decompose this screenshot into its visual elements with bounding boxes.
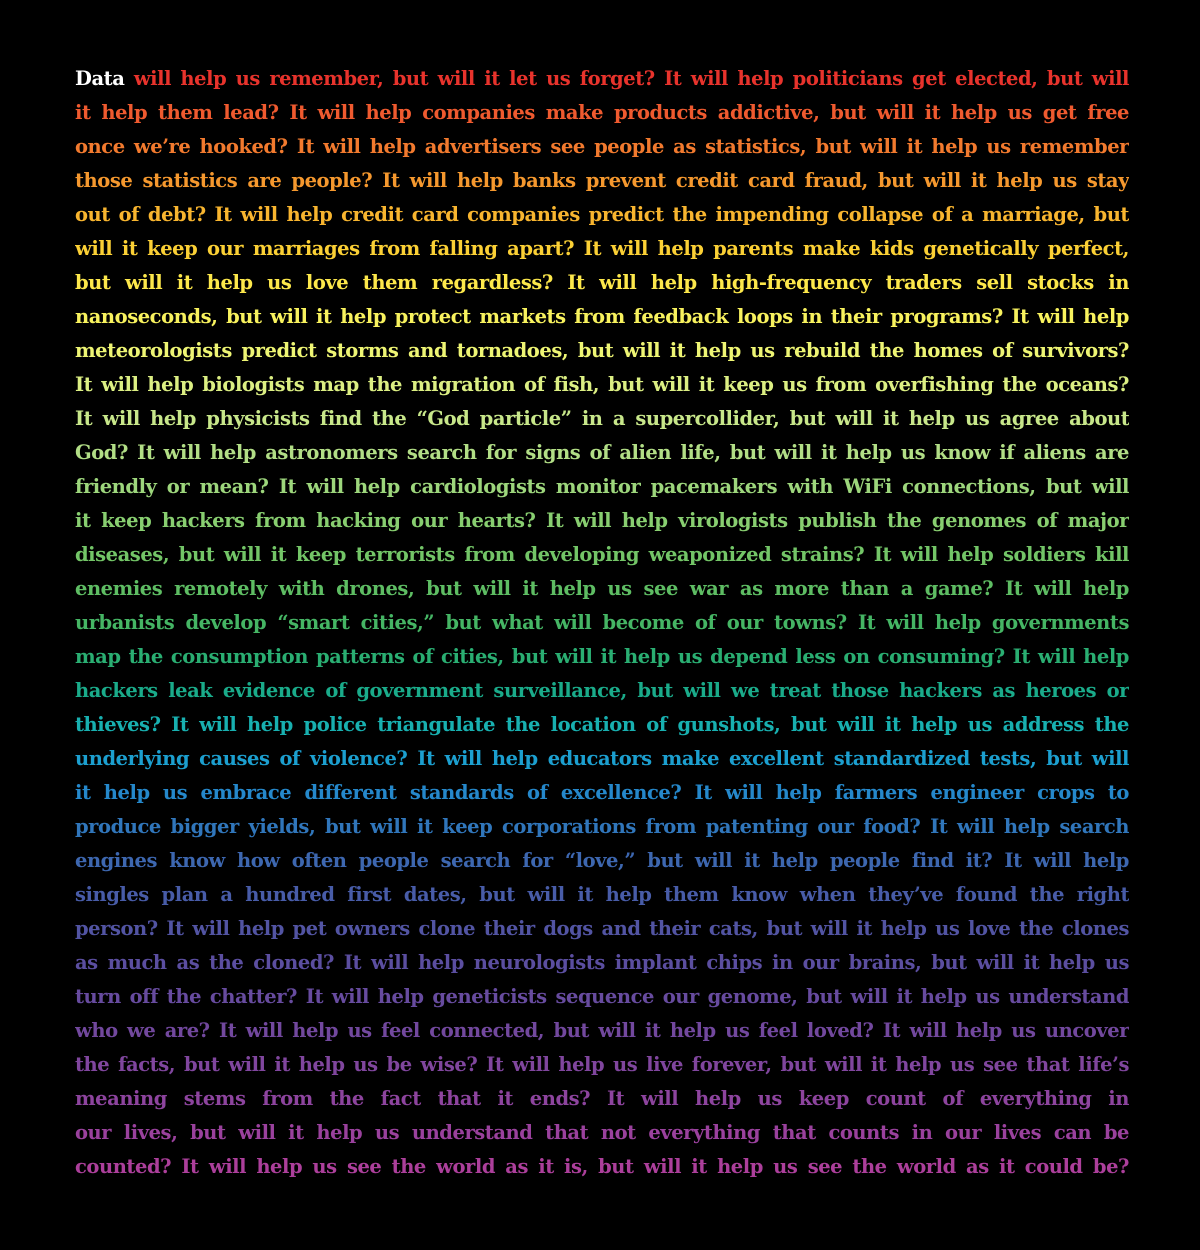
- poem-line: [75, 912, 1129, 946]
- poem-line-text: hackers leak evidence of government surveillance, but will we treat those hackers as heroes or: [75, 679, 1129, 702]
- poem-line-text: our lives, but will it help us understand that not everything that counts in our lives can be: [75, 1121, 1129, 1144]
- poem-line: [75, 946, 1129, 980]
- poem-line-text: it help them lead? It will help companies make products addictive, but will it help us get free: [75, 101, 1129, 124]
- poem-line-text: meteorologists predict storms and tornadoes, but will it help us rebuild the homes of survivors?: [75, 339, 1129, 362]
- poem-line-text: produce bigger yields, but will it keep corporations from patenting our food? It will help search: [75, 815, 1129, 838]
- poem-line: [75, 402, 1129, 436]
- poem-line: [75, 368, 1129, 402]
- poem-line-text: who we are? It will help us feel connected, but will it help us feel loved? It will help us uncover: [75, 1019, 1129, 1042]
- poem-line-text: person? It will help pet owners clone their dogs and their cats, but will it help us love the clones: [75, 917, 1129, 940]
- poem-line-text: It will help biologists map the migration of fish, but will it keep us from overfishing the oceans?: [75, 373, 1129, 396]
- poem-line-text: diseases, but will it keep terrorists from developing weaponized strains? It will help soldiers kill: [75, 543, 1129, 566]
- poem-line: [75, 62, 1129, 96]
- poem-line: [75, 130, 1129, 164]
- poem-line-text: those statistics are people? It will help banks prevent credit card fraud, but will it help us stay: [75, 169, 1129, 192]
- poem-line-text: singles plan a hundred first dates, but will it help them know when they’ve found the right: [75, 883, 1129, 906]
- poem-text-block: [75, 62, 1129, 1184]
- poem-line: [75, 436, 1129, 470]
- poem-line: [75, 1082, 1129, 1116]
- poem-line-text: it help us embrace different standards of excellence? It will help farmers engineer crops to: [75, 781, 1129, 804]
- poem-line-text: it keep hackers from hacking our hearts? It will help virologists publish the genomes of major: [75, 509, 1129, 532]
- poem-line: [75, 232, 1129, 266]
- poem-line: [75, 844, 1129, 878]
- poem-line: [75, 300, 1129, 334]
- poem-line-text: counted? It will help us see the world as it is, but will it help us see the world as it could be?: [75, 1155, 1129, 1178]
- poem-line-text: but will it help us love them regardless? It will help high-frequency traders sell stocks in: [75, 271, 1129, 294]
- poem-line: [75, 606, 1129, 640]
- poem-line-text: the facts, but will it help us be wise? It will help us live forever, but will it help us see that life’s: [75, 1053, 1129, 1076]
- poem-line: [75, 334, 1129, 368]
- poem-line: [75, 810, 1129, 844]
- poem-line: [75, 742, 1129, 776]
- poem-line-text: meaning stems from the fact that it ends? It will help us keep count of everything in: [75, 1087, 1129, 1110]
- poem-line-text: underlying causes of violence? It will help educators make excellent standardized tests, but will: [75, 747, 1129, 770]
- poem-line-text: friendly or mean? It will help cardiologists monitor pacemakers with WiFi connections, but will: [75, 475, 1129, 498]
- poem-line: [75, 504, 1129, 538]
- poem-line-text: thieves? It will help police triangulate the location of gunshots, but will it help us address the: [75, 713, 1129, 736]
- poem-line-text: will help us remember, but will it let us forget? It will help politicians get elected, but will: [133, 67, 1129, 90]
- poem-line: [75, 1048, 1129, 1082]
- poem-line: [75, 164, 1129, 198]
- poem-line: [75, 640, 1129, 674]
- poem-line: [75, 1150, 1129, 1184]
- poem-line-text: engines know how often people search for “love,” but will it help people find it? It will help: [75, 849, 1129, 872]
- poem-line-text: will it keep our marriages from falling apart? It will help parents make kids genetically perfect,: [75, 237, 1129, 260]
- poem-line: [75, 1116, 1129, 1150]
- poem-line-text: It will help physicists find the “God particle” in a supercollider, but will it help us agree about: [75, 407, 1129, 430]
- poem-line: [75, 776, 1129, 810]
- poem-line-text: God? It will help astronomers search for signs of alien life, but will it help us know if aliens are: [75, 441, 1129, 464]
- poem-line: [75, 266, 1129, 300]
- poem-line-text: nanoseconds, but will it help protect markets from feedback loops in their programs? It will help: [75, 305, 1129, 328]
- poem-line: [75, 198, 1129, 232]
- poem-line-text: map the consumption patterns of cities, but will it help us depend less on consuming? It will help: [75, 645, 1129, 668]
- poem-line: [75, 980, 1129, 1014]
- poem-line: [75, 470, 1129, 504]
- poem-line: [75, 708, 1129, 742]
- poem-line-text: enemies remotely with drones, but will it help us see war as more than a game? It will help: [75, 577, 1129, 600]
- poem-line: [75, 1014, 1129, 1048]
- poem-line: [75, 878, 1129, 912]
- poem-line: [75, 96, 1129, 130]
- poem-line-text: once we’re hooked? It will help advertisers see people as statistics, but will it help us remember: [75, 135, 1129, 158]
- poem-line-text: turn off the chatter? It will help geneticists sequence our genome, but will it help us understand: [75, 985, 1129, 1008]
- poem-line: [75, 572, 1129, 606]
- poem-line: [75, 674, 1129, 708]
- poem-line-text: urbanists develop “smart cities,” but what will become of our towns? It will help governments: [75, 611, 1129, 634]
- lead-word: Data: [75, 67, 125, 90]
- poem-line-text: out of debt? It will help credit card companies predict the impending collapse of a marriage, but: [75, 203, 1129, 226]
- poem-line-text: as much as the cloned? It will help neurologists implant chips in our brains, but will it help us: [75, 951, 1129, 974]
- poem-line: [75, 538, 1129, 572]
